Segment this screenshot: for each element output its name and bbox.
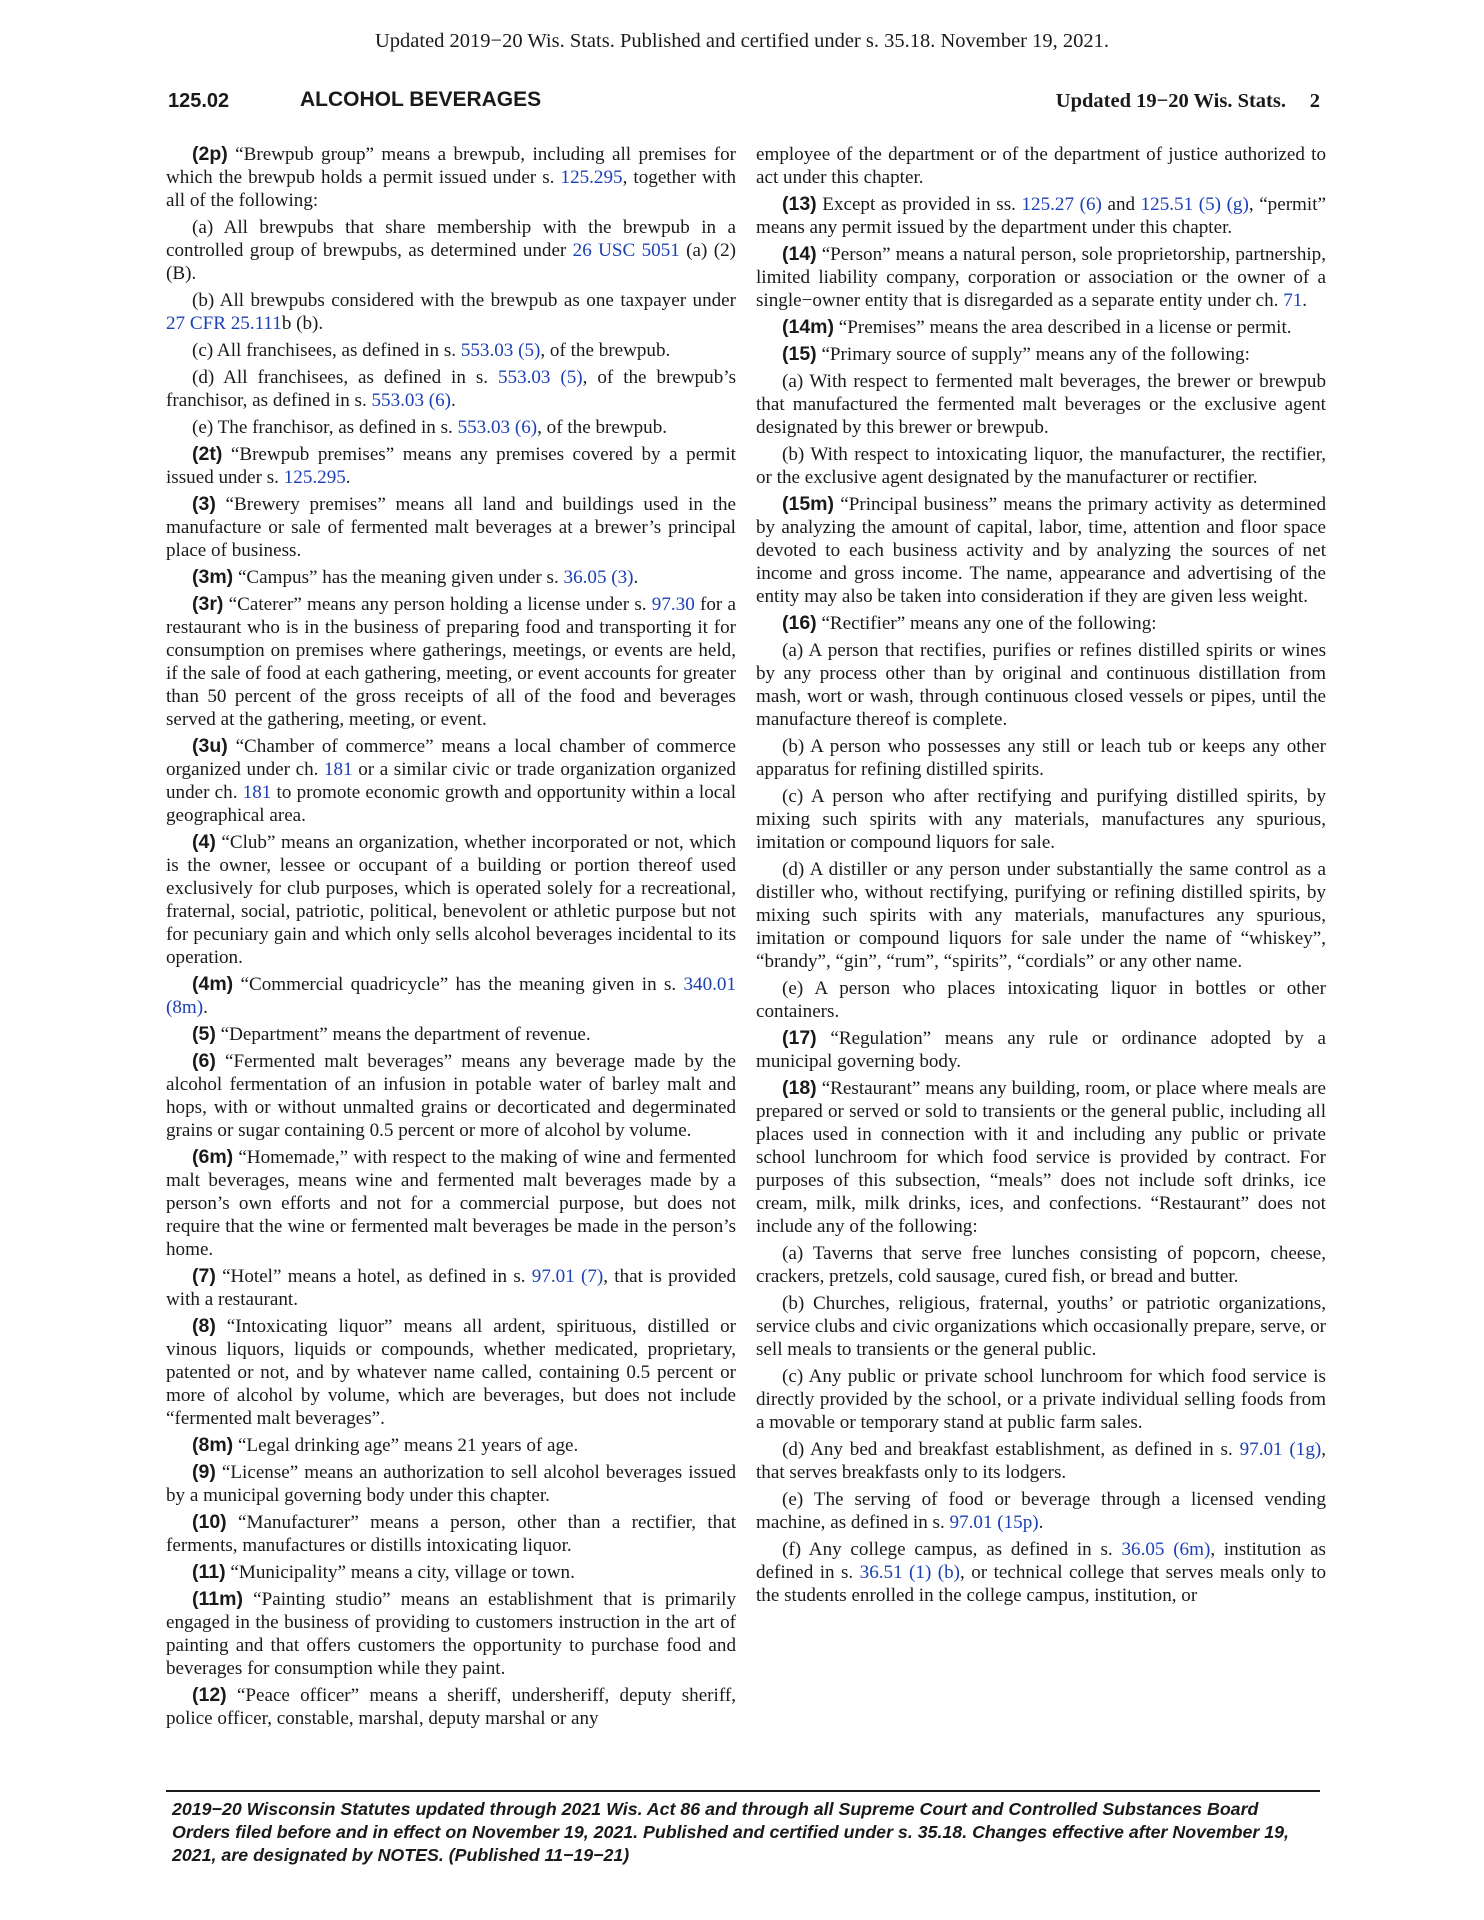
subsection-number: (11) <box>192 1561 226 1583</box>
paragraph-text: (e) A person who places intoxicating liquor in bottles or other containers. <box>756 978 1326 1022</box>
subsection-number: (15) <box>782 343 817 365</box>
subsection-number: (17) <box>782 1027 817 1049</box>
paragraph-text: (a) With respect to fermented malt beverages, the brewer or brewpub that manufactured the fermented malt beverages or the exclusive agent designated by this brewer or brewpub. <box>756 371 1326 438</box>
paragraph-text: “Brewpub premises” means any premises covered by a permit issued under s. <box>166 444 736 488</box>
statute-paragraph <box>756 443 1326 489</box>
statute-cross-reference-link[interactable]: 181 <box>242 782 272 803</box>
statute-paragraph <box>166 593 736 731</box>
statute-paragraph <box>166 1511 736 1557</box>
paragraph-text: , institution as defined in s. <box>756 1539 1326 1583</box>
paragraph-text: “Campus” has the meaning given under s. <box>233 567 564 588</box>
statute-paragraph <box>166 1434 736 1457</box>
statute-paragraph <box>166 216 736 285</box>
statute-cross-reference-link[interactable]: 36.05 (6m) <box>1121 1539 1211 1560</box>
paragraph-text: “Regulation” means any rule or ordinance adopted by a municipal governing body. <box>756 1028 1326 1072</box>
statute-paragraph <box>166 566 736 589</box>
statute-paragraph <box>166 443 736 489</box>
paragraph-text: “Painting studio” means an establishment that is primarily engaged in the business of providing to customers instruction in the art of painting and that offers customers the opportunity to purchase food and beverages for consumption while they paint. <box>166 1589 736 1679</box>
paragraph-text: “Premises” means the area described in a license or permit. <box>834 317 1292 338</box>
paragraph-text: . <box>1038 1512 1044 1533</box>
paragraph-text: , of the brewpub. <box>537 417 668 438</box>
page-number: 2 <box>1309 90 1320 112</box>
statute-paragraph <box>756 193 1326 239</box>
statute-paragraph <box>756 1077 1326 1238</box>
paragraph-text: , of the brewpub’s franchisor, as defined in s. <box>166 367 736 411</box>
statute-paragraph <box>166 416 736 439</box>
statute-paragraph <box>166 339 736 362</box>
statute-cross-reference-link[interactable]: 553.03 (6) <box>457 417 538 438</box>
certification-banner: Updated 2019−20 Wis. Stats. Published and certified under s. 35.18. November 19, 2021. <box>374 30 1110 52</box>
subsection-number: (16) <box>782 612 817 634</box>
paragraph-text: and <box>1101 194 1141 215</box>
statute-paragraph <box>166 1315 736 1430</box>
statute-paragraph <box>166 1050 736 1142</box>
paragraph-text: “Caterer” means any person holding a license under s. <box>223 594 652 615</box>
statute-paragraph <box>756 1242 1326 1288</box>
paragraph-text: (c) All franchisees, as defined in s. <box>192 340 461 361</box>
subsection-number: (13) <box>782 193 817 215</box>
subsection-number: (11m) <box>192 1588 243 1610</box>
paragraph-text: (a) (2) (B). <box>166 240 736 284</box>
paragraph-text: , that serves breakfasts only to its lodgers. <box>756 1439 1326 1483</box>
paragraph-text: “Manufacturer” means a person, other than a rectifier, that ferments, manufactures or distills intoxicating liquor. <box>166 1512 736 1556</box>
statute-cross-reference-link[interactable]: 181 <box>323 759 353 780</box>
paragraph-text: , of the brewpub. <box>540 340 671 361</box>
statute-paragraph <box>756 977 1326 1023</box>
paragraph-text: , together with all of the following: <box>166 167 736 211</box>
paragraph-text: (c) Any public or private school lunchroom for which food service is directly provided by the school, or a private individual selling foods from a movable or temporary stand at public farm sales. <box>756 1366 1326 1433</box>
statute-cross-reference-link[interactable]: 97.01 (7) <box>531 1266 604 1287</box>
paragraph-text: (b) Churches, religious, fraternal, youths’ or patriotic organizations, service clubs and civic organizations which occasionally prepare, serve, or sell meals to transients or the general public. <box>756 1293 1326 1360</box>
paragraph-text: (f) Any college campus, as defined in s. <box>782 1539 1122 1560</box>
statute-paragraph <box>756 1292 1326 1361</box>
statute-paragraph <box>756 493 1326 608</box>
paragraph-text: (b) With respect to intoxicating liquor, the manufacturer, the rectifier, or the exclusive agent designated by the manufacturer or rectifier. <box>756 444 1326 488</box>
statute-paragraph <box>756 639 1326 731</box>
paragraph-text: “Peace officer” means a sheriff, undersheriff, deputy sheriff, police officer, constable, marshal, deputy marshal or any <box>166 1685 736 1729</box>
statute-paragraph <box>756 1488 1326 1534</box>
footer-divider <box>166 1790 1320 1792</box>
statute-paragraph <box>756 735 1326 781</box>
statute-paragraph <box>756 1438 1326 1484</box>
left-column <box>166 143 736 1783</box>
subsection-number: (5) <box>192 1023 216 1045</box>
paragraph-text: “Hotel” means a hotel, as defined in s. <box>215 1266 532 1287</box>
paragraph-text: “Fermented malt beverages” means any beverage made by the alcohol fermentation of an infusion in potable water of barley malt and hops, with or without unmalted grains or decorticated and degerminated grains or sugar containing 0.5 percent or more of alcohol by volume. <box>166 1051 736 1141</box>
subsection-number: (3r) <box>192 593 224 615</box>
paragraph-text: “Municipality” means a city, village or town. <box>225 1562 575 1583</box>
statute-paragraph <box>166 1023 736 1046</box>
paragraph-text: . <box>451 390 456 411</box>
edition-label: Updated 19−20 Wis. Stats. <box>1055 90 1286 112</box>
statute-paragraph <box>166 1146 736 1261</box>
statute-paragraph <box>166 1561 736 1584</box>
paragraph-text: (d) All franchisees, as defined in s. <box>192 367 498 388</box>
paragraph-text: to promote economic growth and opportunity within a local geographical area. <box>166 782 736 826</box>
subsection-number: (3) <box>192 493 216 515</box>
subsection-number: (4m) <box>192 973 234 995</box>
statute-cross-reference-link[interactable]: 553.03 (6) <box>371 390 452 411</box>
paragraph-text: “Brewpub group” means a brewpub, including all premises for which the brewpub holds a permit issued under s. <box>166 144 736 188</box>
section-number: 125.02 <box>168 90 230 112</box>
statute-cross-reference-link[interactable]: 26 USC 5051 <box>572 240 680 261</box>
subsection-number: (2p) <box>192 143 228 165</box>
subsection-number: (7) <box>192 1265 216 1287</box>
paragraph-text: Except as provided in ss. <box>816 194 1022 215</box>
paragraph-text: , or technical college that serves meals only to the students enrolled in the college campus, institution, or <box>756 1562 1326 1606</box>
statute-cross-reference-link[interactable]: 97.01 (1g) <box>1239 1439 1322 1460</box>
paragraph-text: for a restaurant who is in the business of preparing food and transporting it for consumption on premises where gatherings, meetings, or events are held, if the sale of food at each gathering, meeting, or event accounts for greater than 50 percent of the gross receipts of all of the food and beverages served at the gathering, meeting, or event. <box>166 594 736 730</box>
paragraph-text: “Brewery premises” means all land and buildings used in the manufacture or sale of fermented malt beverages at a brewer’s principal place of business. <box>166 494 736 561</box>
statute-cross-reference-link[interactable]: 125.27 (6) <box>1021 194 1102 215</box>
statute-paragraph <box>756 343 1326 366</box>
paragraph-text: (b) A person who possesses any still or leach tub or keeps any other apparatus for refining distilled spirits. <box>756 736 1326 780</box>
statute-paragraph <box>166 366 736 412</box>
subsection-number: (10) <box>192 1511 227 1533</box>
subsection-number: (4) <box>192 831 216 853</box>
paragraph-text: “Commercial quadricycle” has the meaning given in s. <box>233 974 684 995</box>
paragraph-text: b (b). <box>281 313 324 334</box>
statute-paragraph <box>166 735 736 827</box>
paragraph-text: “Restaurant” means any building, room, or place where meals are prepared or served or sold to transients or the general public, including all places used in connection with it and including any public or private school lunchroom for which food service is provided by contract. For purposes of this subsection, “meals” does not include soft drinks, ice cream, milk, milk drinks, ices, and confections. “Restaurant” does not include any of the following: <box>756 1078 1326 1237</box>
statute-paragraph <box>756 858 1326 973</box>
paragraph-text: (a) A person that rectifies, purifies or refines distilled spirits or wines by any process other than by original and continuous distillation from mash, wort or wash, through continuous closed vessels or pipes, until the manufacture thereof is complete. <box>756 640 1326 730</box>
statute-cross-reference-link[interactable]: 553.03 (5) <box>460 340 541 361</box>
paragraph-text: . <box>1302 290 1308 311</box>
paragraph-text: “Primary source of supply” means any of the following: <box>816 344 1250 365</box>
subsection-number: (14) <box>782 243 817 265</box>
statute-paragraph <box>166 1588 736 1680</box>
statute-paragraph <box>756 243 1326 312</box>
subsection-number: (18) <box>782 1077 817 1099</box>
paragraph-text: . <box>203 997 208 1018</box>
statute-cross-reference-link[interactable]: 97.01 (15p) <box>949 1512 1039 1533</box>
paragraph-text: (d) Any bed and breakfast establishment, as defined in s. <box>782 1439 1240 1460</box>
paragraph-text: . <box>345 467 351 488</box>
statute-paragraph <box>756 143 1326 189</box>
statute-paragraph <box>756 1365 1326 1434</box>
subsection-number: (3u) <box>192 735 228 757</box>
statute-paragraph <box>166 973 736 1019</box>
paragraph-text: “Person” means a natural person, sole proprietorship, partnership, limited liability company, corporation or association or the owner of a single−owner entity that is disregarded as a separate entity under ch. <box>756 244 1326 311</box>
paragraph-text: “Legal drinking age” means 21 years of age. <box>233 1435 579 1456</box>
statute-paragraph <box>756 1538 1326 1607</box>
page-header <box>168 90 1320 120</box>
subsection-number: (6m) <box>192 1146 234 1168</box>
statute-cross-reference-link[interactable]: 125.295 <box>283 467 346 488</box>
paragraph-text: “Rectifier” means any one of the following: <box>816 613 1157 634</box>
paragraph-text: (c) A person who after rectifying and purifying distilled spirits, by mixing such spirits with any materials, manufactures any spurious, imitation or compound liquors for sale. <box>756 786 1326 853</box>
statute-paragraph <box>756 1027 1326 1073</box>
statute-cross-reference-link[interactable]: 27 CFR 25.111 <box>166 313 282 334</box>
subsection-number: (8m) <box>192 1434 234 1456</box>
paragraph-text: “Principal business” means the primary activity as determined by analyzing the amount of capital, labor, time, attention and floor space devoted to each business activity and by analyzing the sources of net income and gross income. The name, appearance and advertising of the entity may also be taken into consideration if they are given less weight. <box>756 494 1326 607</box>
subsection-number: (12) <box>192 1684 227 1706</box>
right-column <box>756 143 1326 1783</box>
paragraph-text: (d) A distiller or any person under substantially the same control as a distiller who, without rectifying, purifying or refining distilled spirits, by mixing such spirits with any materials, manufactures any spurious, imitation or compound liquors for sale under the name of “whiskey”, “brandy”, “gin”, “rum”, “spirits”, “cordials” or any other name. <box>756 859 1326 972</box>
statute-paragraph <box>166 831 736 969</box>
paragraph-text: (a) Taverns that serve free lunches consisting of popcorn, cheese, crackers, pretzels, cold sausage, cured fish, or bread and butter. <box>756 1243 1326 1287</box>
paragraph-text: employee of the department or of the department of justice authorized to act under this chapter. <box>756 144 1326 188</box>
statute-cross-reference-link[interactable]: 553.03 (5) <box>497 367 583 388</box>
paragraph-text: “Intoxicating liquor” means all ardent, spirituous, distilled or vinous liquors, liquids or compounds, whether medicated, proprietary, patented or not, and by whatever name called, containing 0.5 percent or more of alcohol by volume, which are beverages, but does not include “fermented malt beverages”. <box>166 1316 736 1429</box>
subsection-number: (15m) <box>782 493 835 515</box>
chapter-title: ALCOHOL BEVERAGES <box>300 88 542 111</box>
footer-notice: 2019−20 Wisconsin Statutes updated through 2021 Wis. Act 86 and through all Supreme Court and Controlled Substances Board Orders filed before and in effect on November 19, 2021. Published and certified under s. 35.18. Changes effective after November 19, 2021, are designated by NOTES. (Published 11−19−21) <box>172 1799 1289 1865</box>
statute-paragraph <box>166 493 736 562</box>
statute-paragraph <box>756 612 1326 635</box>
paragraph-text: “License” means an authorization to sell alcohol beverages issued by a municipal governing body under this chapter. <box>166 1462 736 1506</box>
statute-cross-reference-link[interactable]: 36.05 (3) <box>563 567 634 588</box>
statute-paragraph <box>756 370 1326 439</box>
statute-paragraph <box>166 143 736 212</box>
paragraph-text: “Department” means the department of revenue. <box>215 1024 591 1045</box>
paragraph-text: , “permit” means any permit issued by the department under this chapter. <box>756 194 1326 238</box>
subsection-number: (9) <box>192 1461 216 1483</box>
statute-paragraph <box>166 1684 736 1730</box>
subsection-number: (3m) <box>192 566 234 588</box>
statute-cross-reference-link[interactable]: 71 <box>1283 290 1303 311</box>
subsection-number: (14m) <box>782 316 835 338</box>
statute-cross-reference-link[interactable]: 125.51 (5) (g) <box>1140 194 1249 215</box>
subsection-number: (8) <box>192 1315 216 1337</box>
paragraph-text: , that is provided with a restaurant. <box>166 1266 736 1310</box>
subsection-number: (2t) <box>192 443 223 465</box>
statute-paragraph <box>756 316 1326 339</box>
statute-cross-reference-link[interactable]: 97.30 <box>651 594 695 615</box>
paragraph-text: “Club” means an organization, whether incorporated or not, which is the owner, lessee or occupant of a building or portion thereof used exclusively for club purposes, which is operated solely for a recreational, fraternal, social, patriotic, political, benevolent or athletic purpose but not for pecuniary gain and which only sells alcohol beverages incidental to its operation. <box>166 832 736 968</box>
paragraph-text: . <box>633 567 639 588</box>
statute-cross-reference-link[interactable]: 125.295 <box>560 167 623 188</box>
paragraph-text: (e) The franchisor, as defined in s. <box>192 417 458 438</box>
statute-paragraph <box>756 785 1326 854</box>
statute-cross-reference-link[interactable]: 340.01 (8m) <box>166 974 736 1018</box>
statute-cross-reference-link[interactable]: 36.51 (1) (b) <box>859 1562 961 1583</box>
subsection-number: (6) <box>192 1050 216 1072</box>
paragraph-text: (b) All brewpubs considered with the brewpub as one taxpayer under <box>192 290 736 311</box>
statute-paragraph <box>166 1265 736 1311</box>
paragraph-text: “Homemade,” with respect to the making of wine and fermented malt beverages, means wine and fermented malt beverages made by a person’s own efforts and not for a commercial purpose, but does not require that the wine or fermented malt beverages be made in the person’s home. <box>166 1147 736 1260</box>
paragraph-text: (e) The serving of food or beverage through a licensed vending machine, as defined in s. <box>756 1489 1326 1533</box>
statute-paragraph <box>166 289 736 335</box>
paragraph-text: or a similar civic or trade organization organized under ch. <box>166 759 736 803</box>
statute-paragraph <box>166 1461 736 1507</box>
paragraph-text: (a) All brewpubs that share membership with the brewpub in a controlled group of brewpubs, as determined under <box>166 217 736 261</box>
paragraph-text: “Chamber of commerce” means a local chamber of commerce organized under ch. <box>166 736 736 780</box>
